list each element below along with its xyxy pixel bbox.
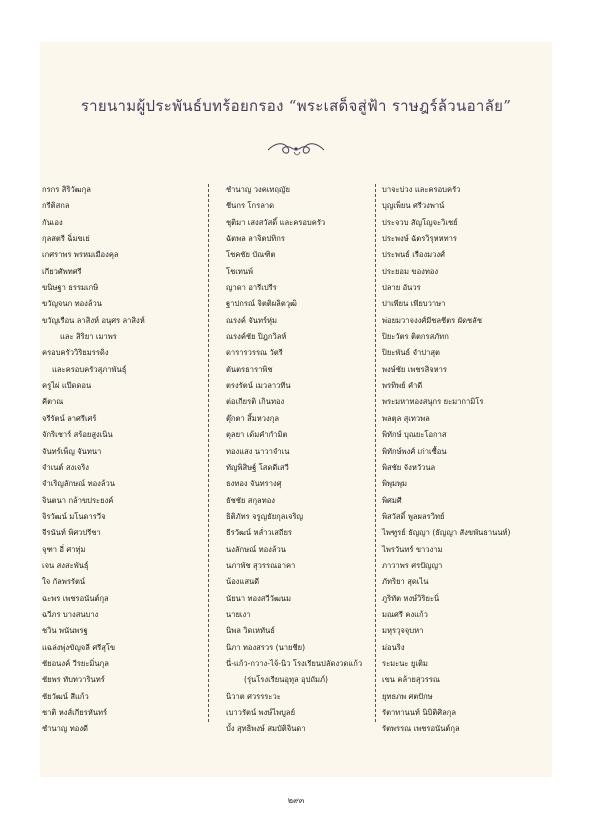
- contributor-name: ธิติภัทร จรูญธัยกุลเจริญ: [226, 511, 303, 521]
- contributor-name: พงษ์ชัย เพชรสิจหาร: [382, 364, 448, 374]
- document-page: [40, 42, 552, 805]
- contributor-name: ขวัญจนก ทองล้วน: [42, 299, 102, 309]
- contributor-name: ปาเพียน เพียบวาษา: [382, 299, 446, 309]
- contributor-name: จันทร์เพ็ญ จันทนา: [42, 446, 102, 456]
- contributor-name: ต่อเกียรติ เกินทอง: [226, 397, 285, 407]
- contributor-name: ระมะนะ ยูเติม: [382, 658, 428, 668]
- contributor-name: นิวาต ศวรรระวะ: [226, 691, 281, 701]
- contributor-name: ชีนกร โกรลาด: [226, 201, 275, 211]
- page-number: ๒๙๓: [287, 796, 305, 805]
- contributor-name: พิทักษ์พงศ์ เก่าเซื้อน: [382, 446, 447, 456]
- contributor-name: จีรนันท์ พิศวปรีชา: [42, 528, 101, 538]
- contributor-name: กุลสตรี ฉิ่มขเย่: [42, 234, 90, 244]
- contributor-name: ธัชชัย สกุลทอง: [226, 495, 275, 505]
- contributor-name: บาจะบ่วง และครอบครัว: [382, 185, 461, 194]
- contributor-name: รัตพรรณ เพชรอนันต์กุล: [382, 724, 460, 734]
- contributor-name: กรกร สิริวัฒกุล: [42, 185, 91, 194]
- contributor-name: จรีรัตน์ ลาศรีเศร้: [42, 413, 97, 423]
- contributor-name: ฉวีภร บางสนบาง: [42, 609, 99, 619]
- contributor-name: จินตนา กล้าขประยงค์: [42, 495, 114, 505]
- contributor-name: ธีรวัฒน์ หล่ำวเสถียร: [226, 528, 292, 538]
- contributor-name: พิศมศี: [382, 495, 402, 505]
- contributor-name: ประพงษ์ ฉัตรวิรุหหทาร: [382, 234, 457, 244]
- contributor-name: นายเงา: [226, 609, 251, 619]
- contributor-name: ชัยอนงค์ วีรยะมิ่นกุล: [42, 658, 109, 668]
- contributor-name: แฉล่งพุ่งขัญจลี ศรีสุโข: [42, 642, 116, 652]
- contributor-name: พ่อยมวาจงงศ์มีชลชีตร ผัดชลัช: [382, 315, 482, 325]
- contributor-name: เกศราพร พรหมเมืองคุล: [42, 250, 119, 260]
- contributor-name: มหุรวุจจุบหา: [382, 626, 424, 636]
- contributor-name: ไพฑูรย์ ธัญญา (ธัญญา สังขพันธานนท์): [382, 528, 511, 538]
- contributor-name: ประพนธ์ เรืองมวงศ์: [382, 250, 445, 260]
- contributor-name: จำเริญลักษณ์ ทองล้วน: [42, 479, 115, 489]
- contributor-name: ญาดา อารีเปรีร: [226, 283, 277, 293]
- contributor-name: ฉะพร เพชรอนันต์กุล: [42, 593, 109, 603]
- contributor-name: ชาติ หงส์เกียรหันทร์: [42, 708, 108, 717]
- contributor-name: ขวัญเรือน ลาสิงห์ อนุศร ลาสิงห์: [42, 315, 145, 325]
- contributor-name: พิพุมพุม: [382, 479, 408, 489]
- contributor-name: ชำนาญ วงคเทฤญัย: [226, 185, 290, 194]
- contributor-name: ทองแสง นาวาจำเน: [226, 446, 290, 456]
- contributor-name: เกียวศัพทศรี: [42, 266, 82, 276]
- contributor-name: พิสวัสดิ์ พูลผลรวิทย์: [382, 511, 445, 521]
- contributor-name: พิทักษ์ บุณยะโอกาส: [382, 430, 447, 440]
- contributor-name: จักริเชาร์ สร้อยสูงเนิน: [42, 430, 113, 440]
- contributor-name: เบาวรัตน์ พงษ์ไพบูลย์: [226, 708, 296, 717]
- contributor-name: ณรงค์ชัย ปิฎกวิลห์: [226, 332, 287, 342]
- column-divider: [375, 184, 376, 722]
- contributor-name: ใจ กัลพรรัตน์: [42, 577, 86, 587]
- contributor-name: นงลักษณ์ ทองล้วน: [226, 544, 286, 554]
- contributor-name: จำเนต์ สงเจริง: [42, 462, 90, 472]
- contributor-name: รัตาทานนท์ นิบิติศิลกุล: [382, 708, 457, 717]
- column-divider: [208, 184, 209, 722]
- contributor-name: ชวิน พนันพรฐ: [42, 626, 88, 636]
- contributor-name: นี่-แก้ว-กวาง-ไจ้-นิว โรงเรียนปลัดงวดแก้ว: [226, 658, 363, 668]
- contributor-name: จิรวัฒน์ มโนดารวีจ: [42, 511, 106, 521]
- contributor-name: โชคชัย บัณฑิต: [226, 250, 276, 260]
- contributor-name: ปลาย อันวร: [382, 283, 421, 293]
- contributor-name: พรทิพย์ คำดี: [382, 381, 423, 391]
- name-column-2: [226, 182, 386, 738]
- contributor-name: เจน สงสะพันธุ์: [42, 560, 89, 570]
- contributor-name: ตรงรัตน์ เมวลาวทีน: [226, 381, 291, 391]
- contributor-name: กรีติสกล: [42, 201, 70, 211]
- contributor-name: ชัยวัฒน์ สีแก้ว: [42, 691, 89, 701]
- contributor-name: นภาพัช สุวรรณอาคา: [226, 560, 296, 570]
- contributor-name: จุฑา อี่ ศาทุ่ม: [42, 544, 86, 554]
- contributor-name: มณศรี คงแก้ว: [382, 609, 428, 619]
- contributor-name: ตันตรธาราพิช: [226, 364, 273, 374]
- contributor-name: (รุ่นโรงเรียนอุทุล อุปถัมภ์): [244, 675, 328, 685]
- contributor-name: ตุ๊กตา สิ้มหวงกุล: [226, 413, 280, 423]
- contributor-name: ตุลยา เด้มคำกำมิต: [226, 430, 288, 440]
- contributor-name: ปิยะพันธ์ จำปาสุต: [382, 348, 440, 358]
- contributor-name: ทัญพิสิษฐ์ โสดดีเสวี: [226, 462, 289, 472]
- contributor-name: ยุทธภพ ศตปักษ: [382, 691, 433, 701]
- contributor-name: ประยอม ของทอง: [382, 266, 439, 276]
- name-column-1: [42, 182, 202, 738]
- contributor-name: ภัทริยา สุดเไน: [382, 577, 429, 587]
- contributor-name: ม่อนริง: [382, 642, 405, 652]
- contributor-name: ขนิษฐา ธรรมเกษิ: [42, 283, 99, 293]
- contributor-name: ชุติมา เสงสวัสดิ์ และครอบครัว: [226, 217, 326, 227]
- contributor-name: คีตาณ: [42, 397, 64, 407]
- contributor-name: และ สิริยา เมาพร: [60, 332, 117, 342]
- contributor-name: น้องแสนดี: [226, 577, 260, 587]
- contributor-name: ประจวบ สัญโญจะวิเชย์: [382, 217, 458, 227]
- contributor-name: กันเอง: [42, 217, 63, 227]
- contributor-name: ภาวาพร ศรปัญญา: [382, 560, 443, 570]
- contributor-name: ณรงค์ จันทร์หุ่ม: [226, 315, 278, 325]
- contributor-name: ภูริทัต หงษ์วิริยะนิ่: [382, 593, 440, 603]
- contributor-name: บุญเพ็ยน ศรีวงพาน์: [382, 201, 445, 211]
- contributor-name: ครูไผ่ แป๊ดดอน: [42, 381, 92, 391]
- contributor-name: ชัยพร ทับทวารินทร์: [42, 675, 105, 685]
- contributor-name: พิสชัย จังหวัวนล: [382, 462, 436, 472]
- contributor-name: ฉัตพล ลาจิตปทิกร: [226, 234, 285, 244]
- contributor-name: ฐาปกรณ์ จิตติผลิตวุฒิ: [226, 299, 297, 309]
- page-title: รายนามผู้ประพันธ์บทร้อยกรอง “พระเสด็จสู่ฟ้า ราษฎร์ล้วนอาลัย”: [80, 97, 512, 115]
- name-column-3: [382, 182, 542, 738]
- contributor-name: ชำนาญ ทองดี: [42, 724, 88, 734]
- contributor-name: ไพรวันทร์ ขาวงาม: [382, 544, 443, 554]
- contributor-name: โชเทนพ์: [226, 266, 254, 276]
- contributor-name: บั้ง สุทธิพงษ์ สมบัติจินดา: [226, 724, 306, 734]
- flourish-ornament-icon: [266, 138, 326, 160]
- contributor-name: และครอบครัวสุภาพันธุ์: [52, 364, 127, 374]
- contributor-name: ปิยะวัตร ติตกรสภัทก: [382, 332, 449, 342]
- contributor-name: นิพล วิดเหทันธ์: [226, 626, 275, 636]
- contributor-name: ครอบครัววิริยมรรดิง: [42, 348, 109, 358]
- contributor-name: เขน คล้ายสุวรรณ: [382, 675, 440, 685]
- contributor-name: พลตุล สุเทวพล: [382, 413, 430, 423]
- contributor-name: ธงทอง จันทรางศุ: [226, 479, 282, 489]
- contributor-name: ดารารวรรณ วัตรี: [226, 348, 283, 358]
- contributor-name: นิภา ทองสรวร (นายชีย): [226, 642, 306, 652]
- contributor-name: นัยนา ทองสวีวัฒนม: [226, 593, 292, 603]
- contributor-name: พระมหาทองสนุกร ยะมากามิโร: [382, 397, 484, 407]
